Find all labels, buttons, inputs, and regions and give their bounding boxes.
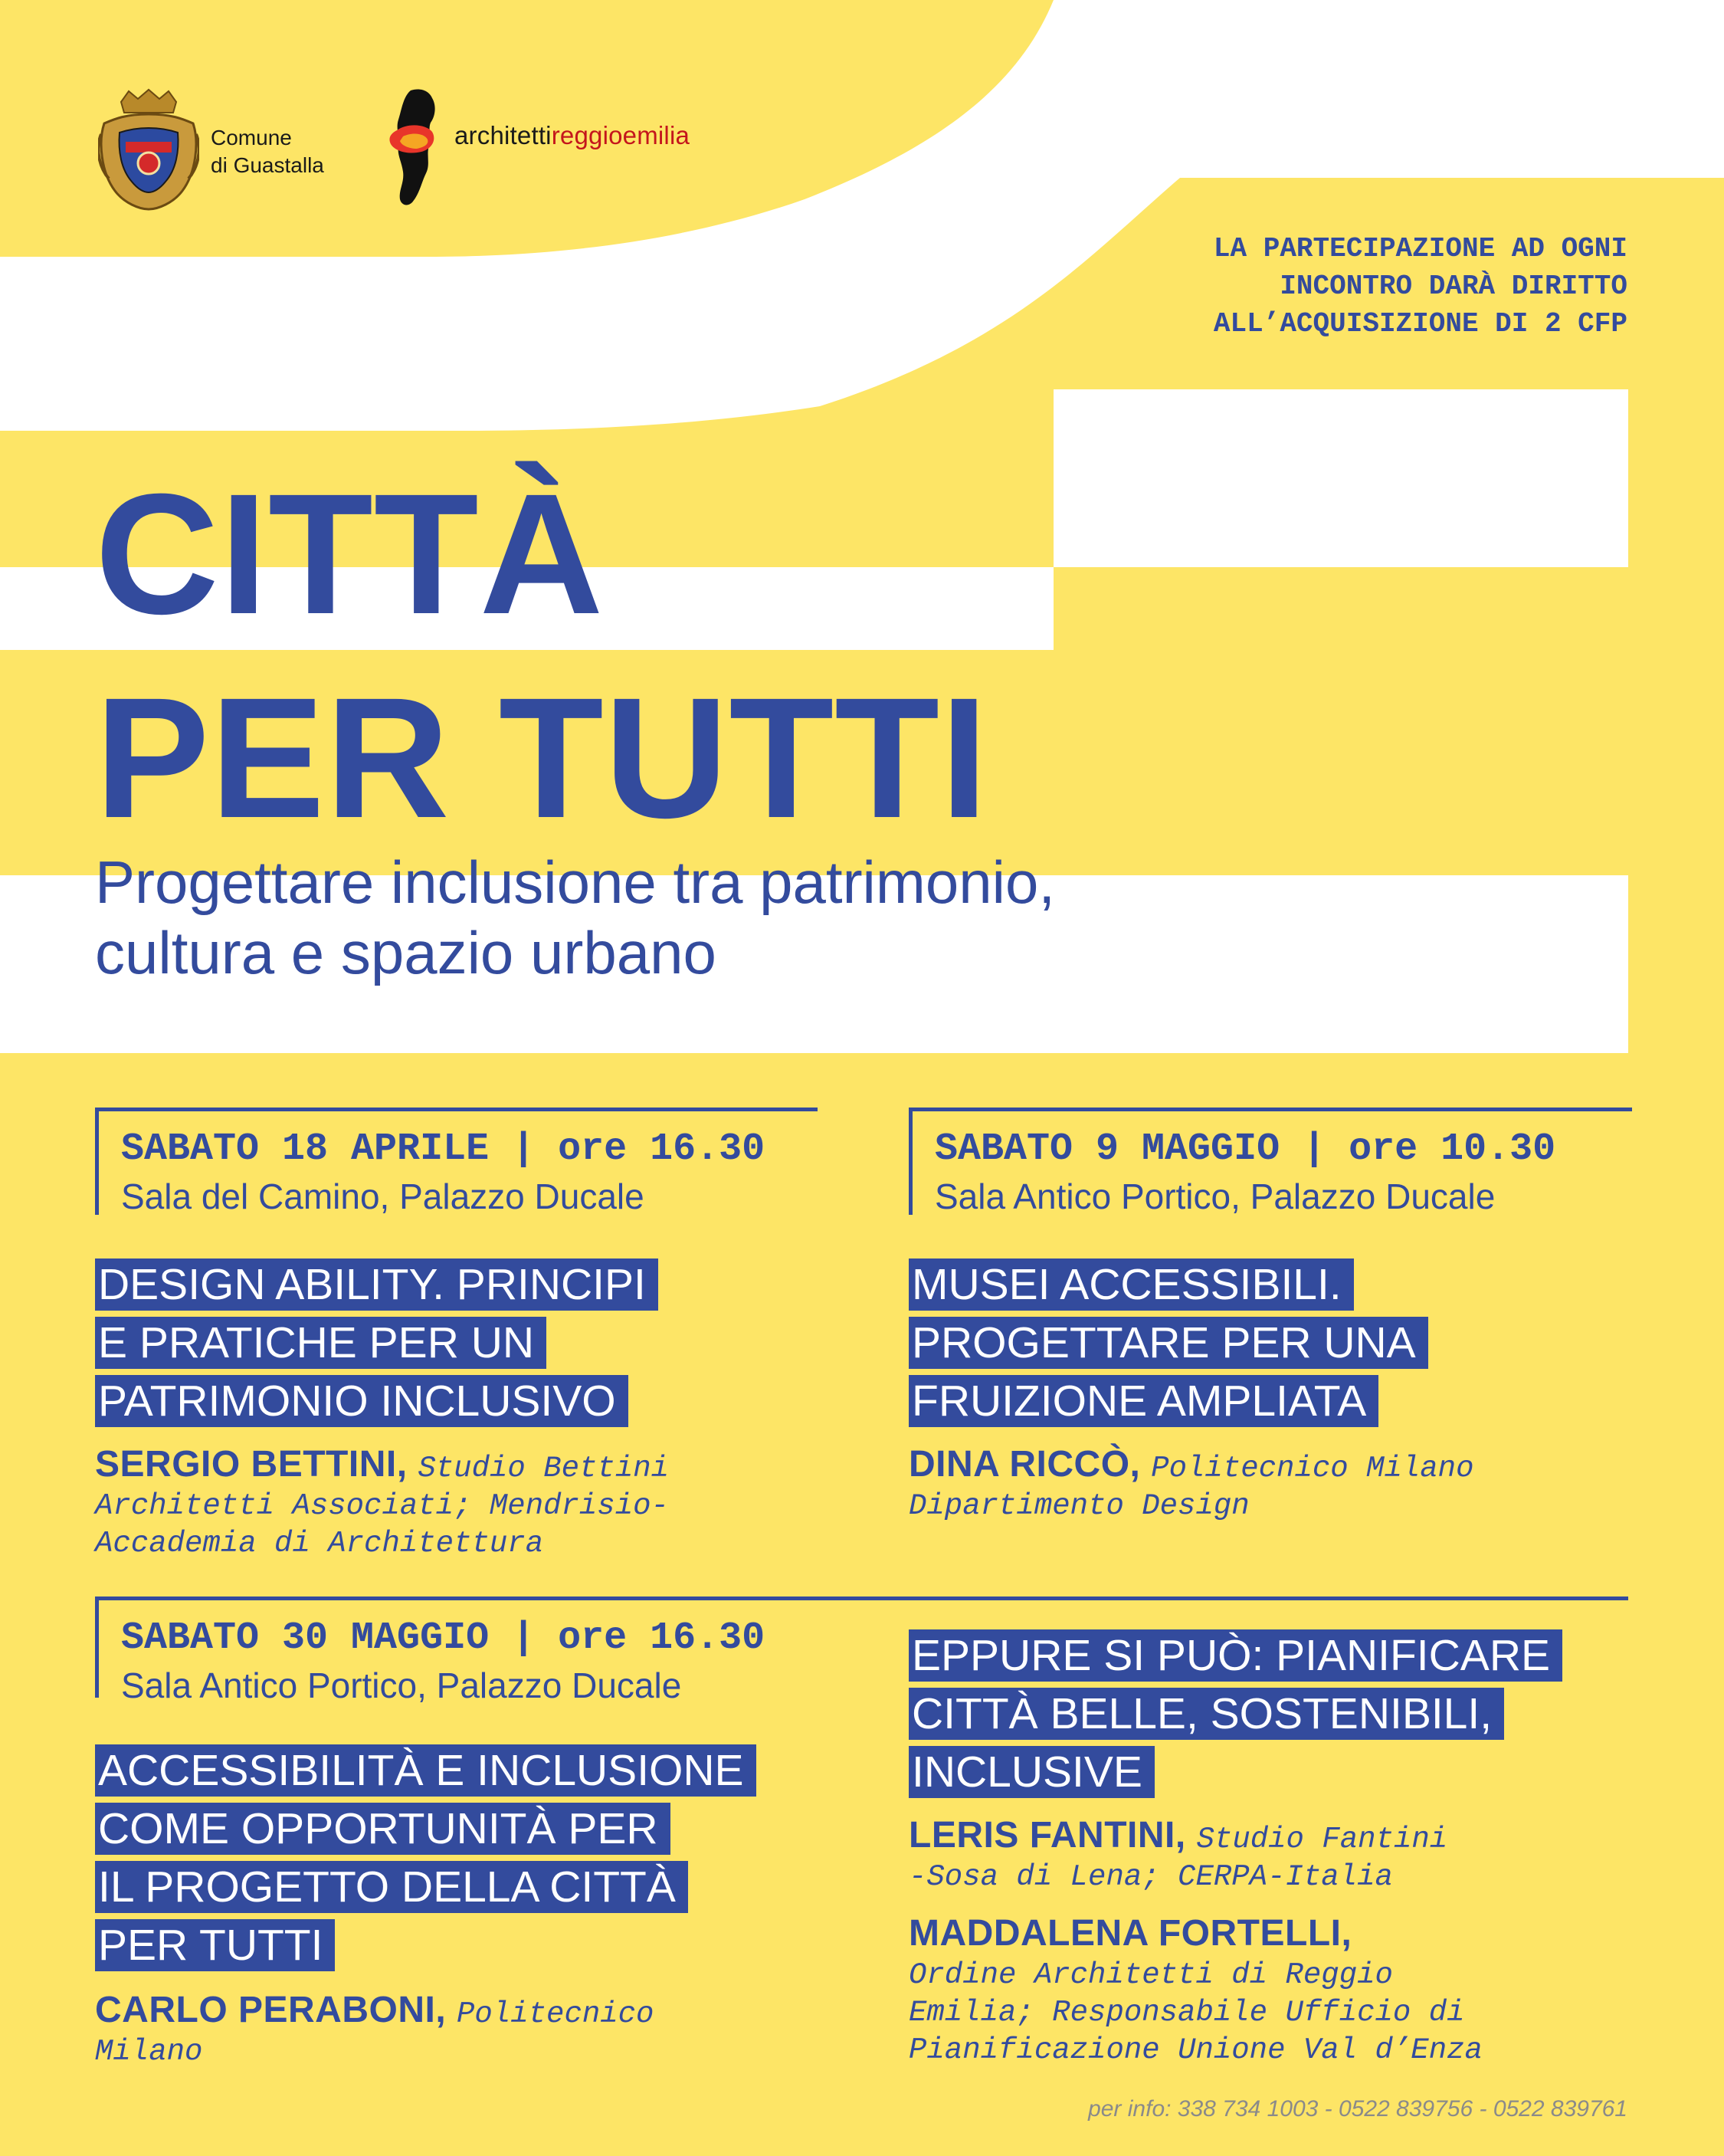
event3-talk2-speaker2-aff2: Emilia; Responsabile Ufficio di — [909, 1996, 1465, 2030]
footer-info: per info: 338 734 1003 - 0522 839756 - 0522 839761 — [1088, 2096, 1627, 2122]
event3-talk2-line2: CITTÀ BELLE, SOSTENIBILI, — [909, 1688, 1504, 1740]
event1-talk-title — [95, 1255, 815, 1430]
event2-talk-line2: PROGETTARE PER UNA — [909, 1317, 1428, 1369]
event3-talk2-line1: EPPURE SI PUÒ: PIANIFICARE — [909, 1629, 1562, 1682]
event3-talk1-speaker-aff2: Milano — [95, 2035, 203, 2069]
event1-date: SABATO 18 APRILE | ore 16.30 — [121, 1127, 765, 1171]
event3-talk2-speaker2-aff1: Ordine Architetti di Reggio — [909, 1958, 1393, 1992]
event1-venue: Sala del Camino, Palazzo Ducale — [121, 1176, 644, 1216]
event3-talk2-speaker1: LERIS FANTINI, Studio Fantini -Sosa di Lena; CERPA-Italia — [909, 1816, 1644, 1896]
event2-talk-line3: FRUIZIONE AMPLIATA — [909, 1375, 1378, 1427]
event3-talk2-speaker1-name: LERIS FANTINI — [909, 1815, 1175, 1856]
architetti-prefix: architetti — [454, 121, 552, 149]
architetti-logo-text — [454, 121, 690, 150]
event2-date: SABATO 9 MAGGIO | ore 10.30 — [935, 1127, 1556, 1171]
cfp-notice — [1214, 230, 1627, 343]
cfp-line1: LA PARTECIPAZIONE AD OGNI — [1213, 233, 1627, 264]
event2-speaker-aff1: Politecnico Milano — [1151, 1452, 1474, 1485]
architetti-suffix: reggioemilia — [551, 121, 690, 149]
event2-speaker: DINA RICCÒ, Politecnico Milano Dipartimento Design — [909, 1446, 1644, 1525]
event3-talk1-speaker: CARLO PERABONI, Politecnico Milano — [95, 1991, 831, 2071]
event1-speaker: SERGIO BETTINI, Studio Bettini Architetti Associati; Mendrisio- Accademia di Architettura — [95, 1446, 831, 1563]
event2-talk-title — [909, 1255, 1629, 1430]
event3-talk1-line4: PER TUTTI — [95, 1919, 335, 1971]
event3-talk2-title — [909, 1626, 1644, 1801]
subtitle-line1: Progettare inclusione tra patrimonio, — [95, 848, 1055, 916]
event1-talk-line3: PATRIMONIO INCLUSIVO — [95, 1375, 628, 1427]
event3-venue: Sala Antico Portico, Palazzo Ducale — [121, 1665, 682, 1705]
event2-venue: Sala Antico Portico, Palazzo Ducale — [935, 1176, 1496, 1216]
title-line2: PER TUTTI — [95, 662, 989, 854]
event3-separator — [95, 1596, 1628, 1600]
event3-talk2-speaker2: MADDALENA FORTELLI, Ordine Architetti di Reggio Emilia; Responsabile Ufficio di Pianificazione Unione Val d’Enza — [909, 1915, 1644, 2069]
event2-speaker-name: DINA RICCÒ — [909, 1444, 1130, 1485]
event1-speaker-aff3: Accademia di Architettura — [95, 1527, 544, 1560]
title-line1: CITTÀ — [95, 458, 605, 650]
event3-talk1-title — [95, 1741, 846, 1974]
event3-talk1-line1: ACCESSIBILITÀ E INCLUSIONE — [95, 1744, 756, 1797]
page-subtitle — [95, 847, 1055, 988]
event2-talk-line1: MUSEI ACCESSIBILI. — [909, 1258, 1354, 1311]
event1-talk-line1: DESIGN ABILITY. PRINCIPI — [95, 1258, 658, 1311]
event3-talk1-speaker-aff1: Politecnico — [457, 1997, 654, 2031]
event1-speaker-aff2: Architetti Associati; Mendrisio- — [95, 1489, 669, 1523]
event3-bracket — [95, 1596, 99, 1698]
event2-speaker-aff2: Dipartimento Design — [909, 1489, 1250, 1523]
event3-talk2-speaker2-aff3: Pianificazione Unione Val d’Enza — [909, 2033, 1483, 2067]
event3-talk2-speaker1-aff2: -Sosa di Lena; CERPA-Italia — [909, 1860, 1393, 1894]
event1-speaker-aff1: Studio Bettini — [418, 1452, 670, 1485]
comune-line1: Comune — [211, 126, 292, 149]
event3-talk2-speaker1-aff1: Studio Fantini — [1196, 1823, 1448, 1856]
event3-talk1-line2: COME OPPORTUNITÀ PER — [95, 1803, 670, 1855]
cfp-line3: ALL’ACQUISIZIONE DI 2 CFP — [1213, 308, 1627, 340]
white-arc-band — [0, 0, 1724, 431]
comune-logo-text — [211, 124, 324, 179]
architetti-reggio-emilia-logo-icon — [382, 86, 455, 208]
comune-line2: di Guastalla — [211, 153, 324, 177]
event1-talk-line2: E PRATICHE PER UN — [95, 1317, 546, 1369]
white-block-upper-right — [1054, 389, 1628, 567]
event3-talk2-line3: INCLUSIVE — [909, 1746, 1155, 1798]
event3-talk1-line3: IL PROGETTO DELLA CITTÀ — [95, 1861, 688, 1913]
subtitle-line2: cultura e spazio urbano — [95, 919, 716, 986]
event3-date: SABATO 30 MAGGIO | ore 16.30 — [121, 1616, 765, 1660]
page-title — [95, 452, 988, 860]
event3-talk2-speaker2-name: MADDALENA FORTELLI — [909, 1913, 1342, 1954]
event1-speaker-name: SERGIO BETTINI — [95, 1444, 397, 1485]
comune-guastalla-crest-icon — [98, 88, 199, 211]
cfp-line2: INCONTRO DARÀ DIRITTO — [1280, 271, 1627, 302]
event3-talk1-speaker-name: CARLO PERABONI — [95, 1990, 436, 2030]
